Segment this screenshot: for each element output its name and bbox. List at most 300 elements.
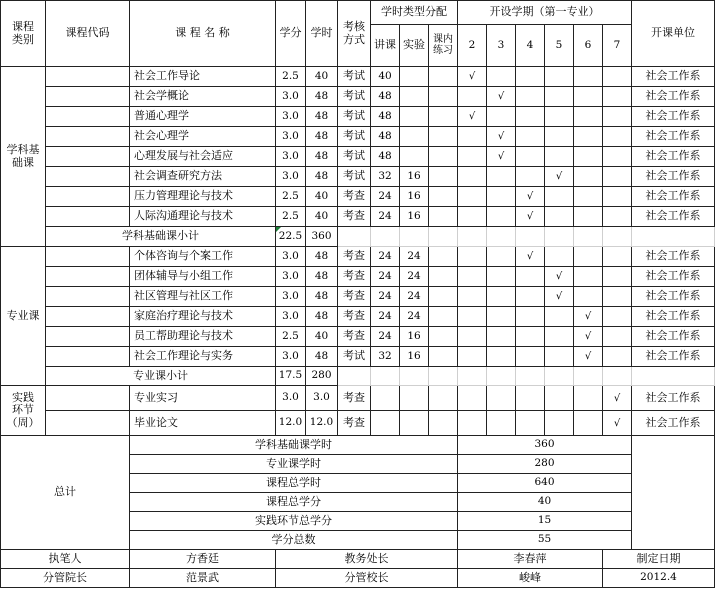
semester-check: [458, 347, 487, 367]
semester-check: [516, 411, 545, 436]
course-lecture: 24: [371, 327, 400, 347]
semester-check: [487, 167, 516, 187]
header-semester-6: 6: [574, 25, 603, 67]
semester-check: [487, 287, 516, 307]
course-practice: [429, 67, 458, 87]
total-value: 640: [458, 474, 632, 493]
president-value: 峻峰: [458, 569, 603, 588]
semester-check: [574, 267, 603, 287]
semester-check: √: [458, 67, 487, 87]
table-row: [1, 247, 715, 267]
empty-cell: [371, 227, 400, 247]
course-lecture: 48: [371, 107, 400, 127]
semester-check: [458, 187, 487, 207]
course-name: 普通心理学: [130, 107, 276, 127]
course-credit: 3.0: [276, 147, 306, 167]
semester-check: [574, 127, 603, 147]
total-label: 课程总学分: [130, 493, 458, 512]
course-hours: 48: [306, 247, 338, 267]
course-unit: 社会工作系: [632, 87, 715, 107]
semester-check: [487, 347, 516, 367]
semester-check: [516, 347, 545, 367]
semester-check: [487, 247, 516, 267]
semester-check: [574, 386, 603, 411]
course-name: 社区管理与社区工作: [130, 287, 276, 307]
semester-check: [458, 411, 487, 436]
table-row: [1, 347, 715, 367]
semester-check: [603, 67, 632, 87]
course-exam: 考查: [338, 247, 371, 267]
semester-check: [603, 127, 632, 147]
course-unit: 社会工作系: [632, 386, 715, 411]
course-practice: [429, 411, 458, 436]
header-dist-title: 学时类型分配: [371, 1, 458, 25]
president-label: 分管校长: [276, 569, 458, 588]
empty-cell: [574, 227, 603, 247]
course-experiment: 16: [400, 207, 429, 227]
semester-check: [516, 67, 545, 87]
course-credit: 3.0: [276, 287, 306, 307]
semester-check: [487, 411, 516, 436]
semester-check: [458, 287, 487, 307]
course-unit: 社会工作系: [632, 307, 715, 327]
course-lecture: 32: [371, 167, 400, 187]
table-row: [1, 267, 715, 287]
course-credit: 2.5: [276, 187, 306, 207]
course-exam: 考查: [338, 386, 371, 411]
table-row: [1, 167, 715, 187]
course-name: 压力管理理论与技术: [130, 187, 276, 207]
empty-cell: [632, 367, 715, 386]
total-value: 15: [458, 512, 632, 531]
course-credit: 2.5: [276, 207, 306, 227]
vp-label: 分管院长: [1, 569, 130, 588]
table-row: [1, 187, 715, 207]
course-name: 毕业论文: [130, 411, 276, 436]
course-lecture: 24: [371, 247, 400, 267]
course-experiment: 16: [400, 167, 429, 187]
course-code: [46, 287, 130, 307]
course-experiment: [400, 87, 429, 107]
empty-cell: [458, 367, 487, 386]
semester-check: [574, 187, 603, 207]
header-semester-5: 5: [545, 25, 574, 67]
semester-check: [516, 87, 545, 107]
semester-check: [574, 87, 603, 107]
header-credit: 学分: [276, 1, 306, 67]
course-hours: 3.0: [306, 386, 338, 411]
semester-check: [574, 287, 603, 307]
author-value: 方香廷: [130, 550, 276, 569]
table-row: [1, 367, 715, 386]
course-name: 个体咨询与个案工作: [130, 247, 276, 267]
header-experiment: 实验: [400, 25, 429, 67]
empty-cell: [574, 367, 603, 386]
course-hours: 48: [306, 267, 338, 287]
course-experiment: 24: [400, 267, 429, 287]
table-row: [1, 411, 715, 436]
empty-cell: [516, 227, 545, 247]
semester-check: [458, 167, 487, 187]
course-exam: 考试: [338, 127, 371, 147]
table-row: [1, 569, 715, 588]
course-exam: 考查: [338, 307, 371, 327]
semester-check: √: [574, 347, 603, 367]
category-major: 专业课: [1, 247, 46, 386]
course-experiment: 16: [400, 327, 429, 347]
course-exam: 考试: [338, 107, 371, 127]
course-practice: [429, 147, 458, 167]
course-hours: 48: [306, 107, 338, 127]
course-credit: 3.0: [276, 87, 306, 107]
semester-check: [603, 347, 632, 367]
course-hours: 48: [306, 287, 338, 307]
header-code: 课程代码: [46, 1, 130, 67]
course-code: [46, 347, 130, 367]
course-exam: 考试: [338, 167, 371, 187]
semester-check: [545, 147, 574, 167]
course-unit: 社会工作系: [632, 207, 715, 227]
course-unit: 社会工作系: [632, 167, 715, 187]
semester-check: [603, 327, 632, 347]
course-credit: 2.5: [276, 67, 306, 87]
table-row: [1, 127, 715, 147]
semester-check: √: [516, 247, 545, 267]
course-code: [46, 147, 130, 167]
semester-check: [516, 107, 545, 127]
course-hours: 48: [306, 127, 338, 147]
course-lecture: 24: [371, 187, 400, 207]
semester-check: [487, 107, 516, 127]
course-name: 专业实习: [130, 386, 276, 411]
semester-check: [487, 307, 516, 327]
semester-check: [574, 167, 603, 187]
semester-check: [545, 67, 574, 87]
course-unit: 社会工作系: [632, 67, 715, 87]
table-row: [1, 287, 715, 307]
header-exam: 考核 方式: [338, 1, 371, 67]
course-unit: 社会工作系: [632, 127, 715, 147]
course-unit: 社会工作系: [632, 107, 715, 127]
header-semester-2: 2: [458, 25, 487, 67]
course-lecture: 24: [371, 267, 400, 287]
semester-check: [487, 386, 516, 411]
category-total: 总计: [1, 436, 130, 550]
semester-check: [545, 107, 574, 127]
header-semester-7: 7: [603, 25, 632, 67]
semester-check: [603, 287, 632, 307]
author-label: 执笔人: [1, 550, 130, 569]
semester-check: √: [458, 107, 487, 127]
semester-check: [458, 87, 487, 107]
empty-cell: [487, 367, 516, 386]
course-lecture: 48: [371, 127, 400, 147]
course-name: 员工帮助理论与技术: [130, 327, 276, 347]
course-credit: 3.0: [276, 167, 306, 187]
category-practice: 实践 环节 （周）: [1, 386, 46, 436]
course-hours: 12.0: [306, 411, 338, 436]
course-exam: 考查: [338, 267, 371, 287]
major-subtotal-credit: 17.5: [276, 367, 306, 386]
course-experiment: [400, 147, 429, 167]
semester-check: [545, 247, 574, 267]
semester-check: √: [603, 411, 632, 436]
course-code: [46, 167, 130, 187]
semester-check: [545, 87, 574, 107]
major-subtotal-hours: 280: [306, 367, 338, 386]
course-name: 心理发展与社会适应: [130, 147, 276, 167]
semester-check: [516, 267, 545, 287]
semester-check: [545, 307, 574, 327]
course-exam: 考查: [338, 287, 371, 307]
basic-subtotal-hours: 360: [306, 227, 338, 247]
course-experiment: [400, 411, 429, 436]
semester-check: [545, 411, 574, 436]
course-credit: 3.0: [276, 107, 306, 127]
course-hours: 40: [306, 67, 338, 87]
course-code: [46, 327, 130, 347]
date-label: 制定日期: [603, 550, 715, 569]
course-name: 人际沟通理论与技术: [130, 207, 276, 227]
semester-check: [603, 167, 632, 187]
semester-check: √: [516, 187, 545, 207]
total-label: 学分总数: [130, 531, 458, 550]
table-row: [1, 207, 715, 227]
semester-check: [487, 187, 516, 207]
course-practice: [429, 207, 458, 227]
course-code: [46, 67, 130, 87]
course-lecture: 48: [371, 87, 400, 107]
table-row: [1, 67, 715, 87]
course-exam: 考查: [338, 207, 371, 227]
course-exam: 考查: [338, 411, 371, 436]
semester-check: [545, 347, 574, 367]
empty-cell: [516, 367, 545, 386]
course-experiment: 24: [400, 307, 429, 327]
table-row: [1, 550, 715, 569]
empty-cell: [429, 227, 458, 247]
course-unit: 社会工作系: [632, 147, 715, 167]
semester-check: [487, 267, 516, 287]
course-experiment: [400, 107, 429, 127]
empty-cell: [545, 367, 574, 386]
course-unit: 社会工作系: [632, 411, 715, 436]
total-unit-blank: [632, 436, 715, 550]
course-practice: [429, 327, 458, 347]
header-semester-3: 3: [487, 25, 516, 67]
semester-check: [545, 386, 574, 411]
header-hours: 学时: [306, 1, 338, 67]
semester-check: [516, 307, 545, 327]
total-label: 实践环节总学分: [130, 512, 458, 531]
course-credit: 12.0: [276, 411, 306, 436]
semester-check: [603, 267, 632, 287]
semester-check: [458, 247, 487, 267]
course-credit: 3.0: [276, 267, 306, 287]
course-practice: [429, 287, 458, 307]
course-exam: 考试: [338, 147, 371, 167]
table-row: [1, 87, 715, 107]
course-lecture: 24: [371, 307, 400, 327]
semester-check: [516, 167, 545, 187]
total-value: 40: [458, 493, 632, 512]
course-name: 社会心理学: [130, 127, 276, 147]
empty-cell: [371, 367, 400, 386]
header-semester-title: 开设学期（第一专业）: [458, 1, 632, 25]
semester-check: [545, 207, 574, 227]
cell-marker-icon: [276, 227, 281, 232]
semester-check: [487, 327, 516, 347]
course-unit: 社会工作系: [632, 287, 715, 307]
course-experiment: 24: [400, 287, 429, 307]
table-row: [1, 107, 715, 127]
course-practice: [429, 307, 458, 327]
total-value: 280: [458, 455, 632, 474]
course-credit: 3.0: [276, 127, 306, 147]
course-experiment: 24: [400, 247, 429, 267]
course-practice: [429, 167, 458, 187]
empty-cell: [603, 227, 632, 247]
course-experiment: [400, 127, 429, 147]
course-name: 社会学概论: [130, 87, 276, 107]
semester-check: [458, 207, 487, 227]
table-row: [1, 147, 715, 167]
semester-check: [487, 207, 516, 227]
empty-cell: [487, 227, 516, 247]
course-code: [46, 386, 130, 411]
course-experiment: 16: [400, 347, 429, 367]
semester-check: [545, 187, 574, 207]
semester-check: [603, 307, 632, 327]
course-lecture: [371, 386, 400, 411]
semester-check: √: [516, 207, 545, 227]
course-unit: 社会工作系: [632, 267, 715, 287]
course-name: 社会调查研究方法: [130, 167, 276, 187]
semester-check: [458, 386, 487, 411]
course-practice: [429, 107, 458, 127]
course-hours: 40: [306, 187, 338, 207]
course-practice: [429, 247, 458, 267]
empty-cell: [429, 367, 458, 386]
semester-check: [458, 307, 487, 327]
course-experiment: [400, 386, 429, 411]
course-exam: 考试: [338, 347, 371, 367]
semester-check: [545, 127, 574, 147]
course-lecture: 24: [371, 207, 400, 227]
course-code: [46, 87, 130, 107]
course-code: [46, 247, 130, 267]
header-name: 课 程 名 称: [130, 1, 276, 67]
header-category: 课程 类别: [1, 1, 46, 67]
course-exam: 考试: [338, 87, 371, 107]
semester-check: √: [603, 386, 632, 411]
header-unit: 开课单位: [632, 1, 715, 67]
dean-label: 教务处长: [276, 550, 458, 569]
table-row: [1, 386, 715, 411]
course-code: [46, 411, 130, 436]
header-lecture: 讲课: [371, 25, 400, 67]
semester-check: [458, 147, 487, 167]
course-credit: 2.5: [276, 327, 306, 347]
total-label: 专业课学时: [130, 455, 458, 474]
semester-check: [603, 247, 632, 267]
course-exam: 考试: [338, 67, 371, 87]
semester-check: [516, 287, 545, 307]
course-name: 社会工作导论: [130, 67, 276, 87]
course-hours: 40: [306, 207, 338, 227]
course-credit: 3.0: [276, 386, 306, 411]
course-unit: 社会工作系: [632, 247, 715, 267]
semester-check: [458, 127, 487, 147]
course-name: 社会工作理论与实务: [130, 347, 276, 367]
table-row: [1, 227, 715, 247]
course-name: 家庭治疗理论与技术: [130, 307, 276, 327]
table-row: [1, 436, 715, 455]
table-row: [1, 307, 715, 327]
course-exam: 考查: [338, 327, 371, 347]
course-lecture: 32: [371, 347, 400, 367]
course-lecture: 48: [371, 147, 400, 167]
course-lecture: [371, 411, 400, 436]
empty-cell: [338, 367, 371, 386]
semester-check: [545, 327, 574, 347]
category-basic: 学科基 础课: [1, 67, 46, 247]
semester-check: [458, 327, 487, 347]
semester-check: √: [574, 307, 603, 327]
semester-check: [603, 87, 632, 107]
semester-check: √: [487, 147, 516, 167]
empty-cell: [545, 227, 574, 247]
course-hours: 48: [306, 147, 338, 167]
semester-check: √: [545, 167, 574, 187]
table-row: [1, 1, 715, 25]
total-label: 学科基础课学时: [130, 436, 458, 455]
semester-check: [574, 207, 603, 227]
semester-check: √: [487, 87, 516, 107]
basic-subtotal-label: 学科基础课小计: [46, 227, 276, 247]
major-subtotal-label: 专业课小计: [46, 367, 276, 386]
course-code: [46, 187, 130, 207]
course-practice: [429, 87, 458, 107]
course-credit: 3.0: [276, 307, 306, 327]
semester-check: √: [545, 287, 574, 307]
semester-check: [574, 247, 603, 267]
course-exam: 考查: [338, 187, 371, 207]
course-code: [46, 267, 130, 287]
semester-check: [603, 147, 632, 167]
course-practice: [429, 127, 458, 147]
semester-check: [516, 386, 545, 411]
total-value: 360: [458, 436, 632, 455]
semester-check: [516, 147, 545, 167]
course-practice: [429, 267, 458, 287]
semester-check: √: [545, 267, 574, 287]
semester-check: [603, 187, 632, 207]
course-hours: 40: [306, 327, 338, 347]
empty-cell: [603, 367, 632, 386]
course-hours: 48: [306, 87, 338, 107]
course-practice: [429, 386, 458, 411]
course-practice: [429, 347, 458, 367]
vp-value: 范景武: [130, 569, 276, 588]
course-credit: 3.0: [276, 347, 306, 367]
semester-check: [574, 411, 603, 436]
dean-value: 李春萍: [458, 550, 603, 569]
course-lecture: 24: [371, 287, 400, 307]
course-name: 团体辅导与小组工作: [130, 267, 276, 287]
semester-check: [574, 147, 603, 167]
header-semester-4: 4: [516, 25, 545, 67]
